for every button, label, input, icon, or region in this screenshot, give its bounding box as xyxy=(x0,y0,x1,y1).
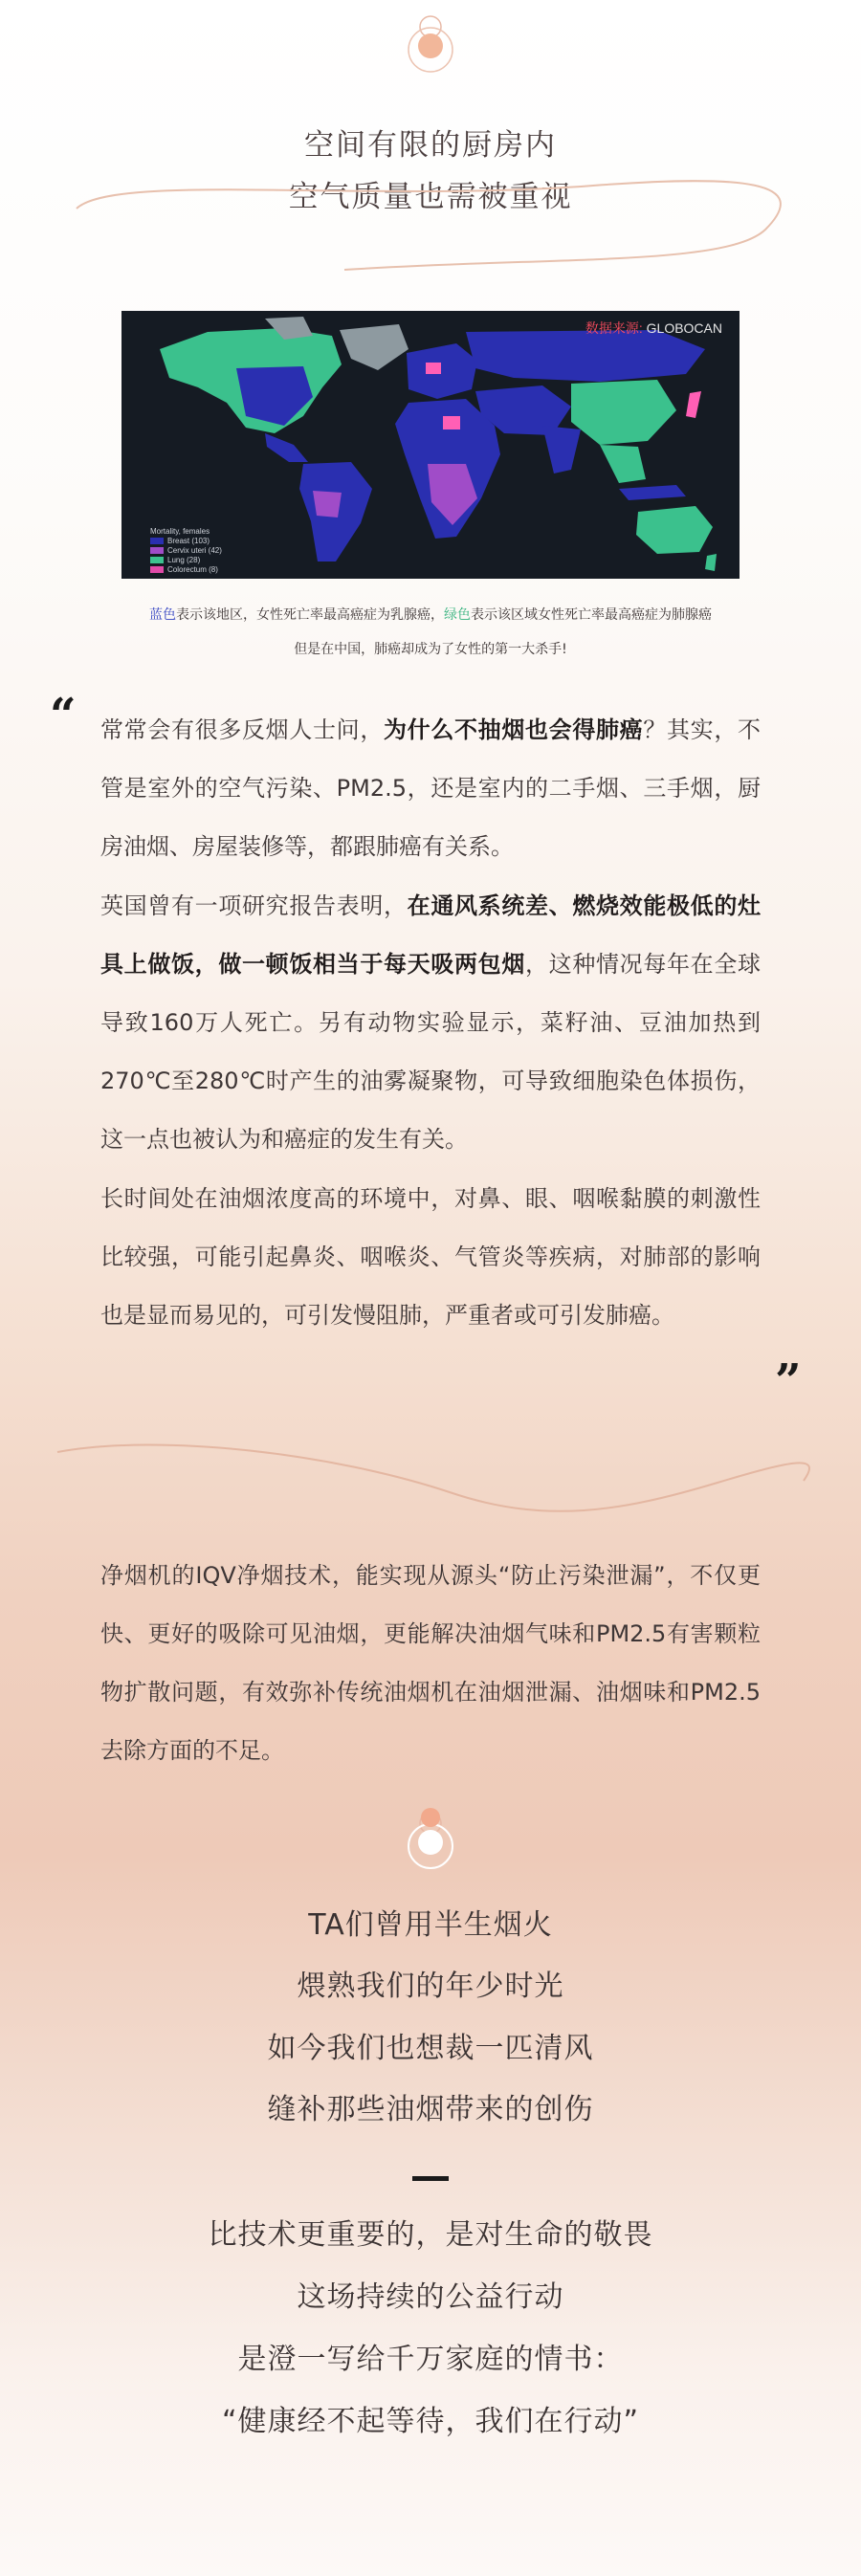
close-quote-icon: ” xyxy=(775,1354,802,1408)
paragraph-2-part-a: 英国曾有一项研究报告表明， xyxy=(100,892,408,919)
decorative-swoosh-2 xyxy=(48,1425,823,1530)
caption-part-2: 表示该区域女性死亡率最高癌症为肺腺癌 xyxy=(471,607,712,623)
map-legend-label: Colorectum (8) xyxy=(167,565,218,574)
map-legend-label: Breast (103) xyxy=(167,537,210,545)
paragraph-1-part-a: 常常会有很多反烟人士问， xyxy=(100,716,384,743)
closing-line: 比技术更重要的，是对生命的敬畏 xyxy=(208,2218,653,2252)
closing-line: 是澄一写给千万家庭的情书： xyxy=(237,2343,624,2376)
paragraph-3: 长时间处在油烟浓度高的环境中，对鼻、眼、咽喉黏膜的刺激性比较强，可能引起鼻炎、咽喉炎、气管炎等疾病，对肺部的影响也是显而易见的，可引发慢阻肺，严重者或可引发肺癌。 xyxy=(100,1185,761,1329)
open-quote-icon: “ xyxy=(50,689,77,742)
divider-bar xyxy=(412,2176,449,2181)
section-heading-line-1: 空间有限的厨房内 xyxy=(304,128,557,163)
map-legend-label: Lung (28) xyxy=(167,556,201,564)
caption-part-1: 表示该地区，女性死亡率最高癌症为乳腺癌， xyxy=(176,607,444,623)
paragraph-4: 净烟机的IQV净烟技术，能实现从源头“防止污染泄漏”，不仅更快、更好的吸除可见油烟，更能解决油烟气味和PM2.5有害颗粒物扩散问题，有效弥补传统油烟机在油烟泄漏、油烟味和PM2.5去除方面的不足。 xyxy=(100,1562,761,1764)
poem-line: 煨熟我们的年少时光 xyxy=(297,1970,564,2003)
paragraph-1-part-c: ？其实，不管是室外的空气污染、PM2.5，还是室内的二手烟、三手烟，厨房油烟、房屋装修等，都跟肺癌有关系。 xyxy=(100,716,762,860)
map-legend-item xyxy=(150,556,222,565)
paragraph-2-part-c: ，这种情况每年在全球导致160万人死亡。另有动物实验显示，菜籽油、豆油加热到270℃至280℃时产生的油雾凝聚物，可导致细胞染色体损伤，这一点也被认为和癌症的发生有关。 xyxy=(100,951,761,1153)
map-caption-line-2: 但是在中国，肺癌却成为了女性的第一大杀手! xyxy=(294,642,567,657)
paragraph-1 xyxy=(100,701,761,876)
mid-ornament-icon xyxy=(404,1806,457,1902)
decorative-swoosh xyxy=(57,163,804,277)
world-cancer-mortality-map xyxy=(121,311,740,579)
map-legend-item xyxy=(150,546,222,556)
map-legend xyxy=(150,527,222,575)
poem-line: 缝补那些油烟带来的创伤 xyxy=(267,2093,594,2126)
map-source-label xyxy=(585,319,722,338)
map-legend-item xyxy=(150,537,222,546)
map-caption-line-1 xyxy=(0,605,861,626)
paragraph-2 xyxy=(100,877,761,1169)
section-heading-line-2: 空气质量也需被重视 xyxy=(288,180,573,214)
caption-blue-word: 蓝色 xyxy=(149,607,176,623)
map-legend-item xyxy=(150,565,222,575)
top-ornament-icon xyxy=(404,10,457,105)
caption-green-word: 绿色 xyxy=(444,607,471,623)
closing-line: “健康经不起等待，我们在行动” xyxy=(221,2405,640,2438)
poem-line: 如今我们也想裁一匹清风 xyxy=(267,2032,594,2065)
closing-line: 这场持续的公益行动 xyxy=(297,2280,564,2314)
map-source-name: GLOBOCAN xyxy=(646,320,722,336)
map-legend-title: Mortality, females xyxy=(150,527,210,536)
paragraph-2-bold: 在通风系统差、燃烧效能极低的灶具上做饭，做一顿饭相当于每天吸两包烟 xyxy=(100,892,762,978)
poem-line: TA们曾用半生烟火 xyxy=(308,1908,553,1942)
paragraph-1-bold: 为什么不抽烟也会得肺癌 xyxy=(384,716,644,743)
map-legend-label: Cervix uteri (42) xyxy=(167,546,222,555)
map-source-prefix: 数据来源: xyxy=(585,320,643,336)
